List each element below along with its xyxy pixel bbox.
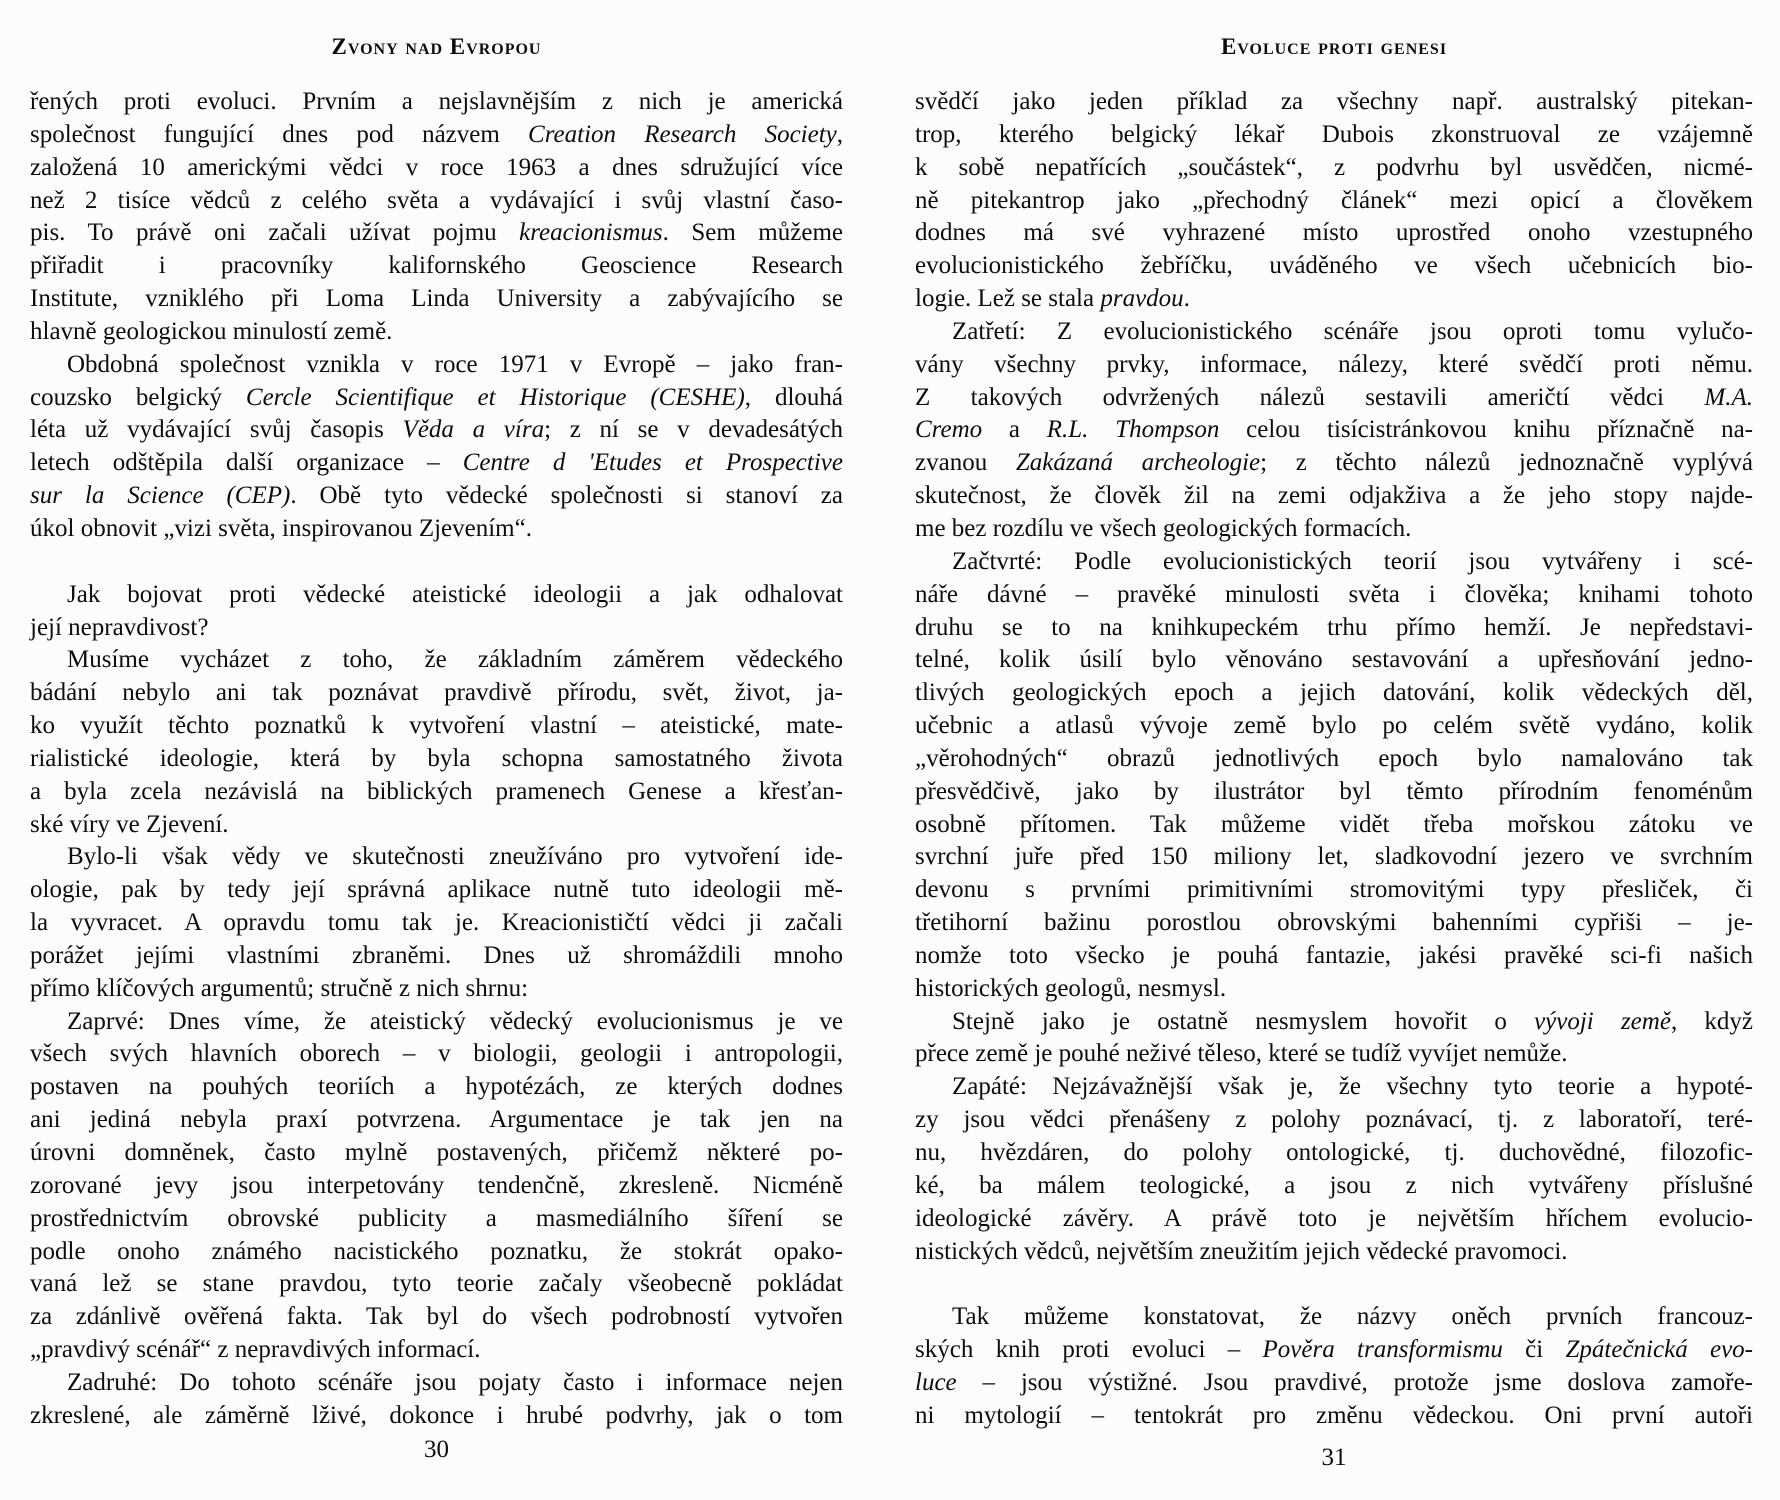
text-line — [915, 349, 1753, 382]
text-segment: za zdánlivě ověřená fakta. Tak byl do všech podrobností vytvořen — [30, 1303, 843, 1331]
text-segment: , když — [1670, 1007, 1753, 1035]
text-column-right — [915, 86, 1753, 1433]
text-segment: nu, hvězdáren, do polohy ontologické, tj. duchovědné, filozofic- — [915, 1139, 1753, 1166]
text-line — [30, 1071, 843, 1104]
text-line — [915, 677, 1753, 710]
text-line — [915, 250, 1753, 283]
text-segment: Musíme vycházet z toho, že základním záměrem vědeckého — [67, 646, 843, 674]
text-segment: tlivých geologických epoch a jejich datování, kolik vědeckých děl, — [915, 679, 1753, 707]
text-line — [915, 283, 1753, 316]
text-segment: než 2 tisíce vědců z celého světa a vydávající i svůj vlastní časo- — [30, 186, 843, 214]
text-segment: k sobě nepatřících „součástek“, z podvrhu byl usvědčen, nicmé- — [915, 153, 1753, 181]
text-line — [30, 1334, 843, 1367]
text-segment: – jsou výstižné. Jsou pravdivé, protože jsme doslova zamoře- — [956, 1368, 1753, 1396]
text-segment: Tak můžeme konstatovat, že názvy oněch prvních francouz- — [952, 1303, 1753, 1331]
text-segment: podle onoho známého nacistického poznatku, že stokrát opako- — [30, 1237, 843, 1265]
text-line — [30, 1038, 843, 1071]
page-number-right: 31 — [1321, 1444, 1347, 1471]
text-line — [30, 480, 843, 513]
italic-text-segment: sur la Science (CEP) — [30, 482, 291, 510]
text-segment: ologie, pak by tedy její správná aplikace nutně tuto ideologii mě- — [30, 876, 843, 904]
text-line — [30, 1170, 843, 1203]
text-line — [915, 382, 1753, 415]
text-segment: druhu se to na knihkupeckém trhu přímo hemží. Je nepředstavi- — [915, 613, 1753, 641]
text-segment: logie. Lež se stala — [915, 285, 1101, 313]
text-line — [915, 1301, 1753, 1334]
text-line — [30, 1400, 843, 1433]
text-line — [915, 447, 1753, 480]
text-line — [915, 152, 1753, 185]
text-line — [915, 1367, 1753, 1400]
text-segment: Z takových odvržených nálezů sestavili američtí vědci — [915, 383, 1705, 411]
italic-text-segment: Zakázaná archeologie — [1015, 449, 1261, 477]
text-segment: Zatřetí: Z evolucionistického scénáře jsou oproti tomu vylučo- — [952, 317, 1753, 345]
text-segment: ských knih proti evoluci – — [915, 1336, 1263, 1364]
text-segment: . Sem můžeme — [662, 219, 843, 247]
text-segment: . Obě tyto vědecké společnosti si stanoví za — [290, 482, 843, 510]
text-segment: postaven na pouhých teoriích a hypotézách, ze kterých dodnes — [30, 1073, 843, 1101]
blank-line — [30, 546, 843, 579]
text-segment: náře dávné – pravěké minulosti světa i člověka; knihami tohoto — [915, 580, 1753, 608]
italic-text-segment: Věda a víra — [402, 416, 545, 444]
text-line — [30, 776, 843, 809]
text-line — [915, 874, 1753, 907]
text-line — [915, 1104, 1753, 1137]
text-line — [915, 940, 1753, 973]
text-segment: nistických vědců, největším zneužitím jejich vědecké pravomoci. — [915, 1237, 1568, 1265]
text-segment: přesvědčivě, jako by ilustrátor byl těmto přírodním fenoménům — [915, 777, 1753, 805]
text-line — [30, 1006, 843, 1039]
text-line — [30, 1104, 843, 1137]
text-line — [915, 1038, 1753, 1071]
text-segment: její nepravdivost? — [30, 613, 209, 641]
text-line — [915, 841, 1753, 874]
text-segment: všech svých hlavních oborech – v biologii, geologii i antropologii, — [30, 1040, 843, 1068]
text-line — [30, 86, 843, 119]
text-segment: ; z těchto nálezů jednoznačně vyplývá — [1260, 449, 1753, 477]
text-line — [30, 809, 843, 842]
blank-line — [915, 1268, 1753, 1301]
text-line — [30, 1367, 843, 1400]
text-line — [915, 1236, 1753, 1269]
text-column-left — [30, 86, 843, 1433]
text-segment: zy jsou vědci přenášeny z polohy poznávací, tj. z laboratoří, teré- — [915, 1106, 1753, 1134]
text-segment: ko využít těchto poznatků k vytvoření vlastní – ateistické, mate- — [30, 712, 843, 740]
text-line — [915, 86, 1753, 119]
text-line — [30, 185, 843, 218]
text-line — [915, 743, 1753, 776]
text-segment: ké, ba málem teologické, a jsou z nich vytvářeny příslušné — [915, 1171, 1753, 1199]
text-segment: celou tisícistránkovou knihu příznačně na- — [1219, 416, 1753, 444]
text-segment: ně pitekantrop jako „přechodný článek“ mezi opicí a člověkem — [915, 186, 1753, 214]
text-line — [30, 1268, 843, 1301]
text-segment: Zapáté: Nejzávažnější však je, že všechny tyto teorie a hypoté- — [952, 1073, 1753, 1101]
running-header-right: Evoluce proti genesi — [1220, 34, 1448, 59]
text-segment: zorované jevy jsou interpetovány tendenčně, zkresleně. Nicméně — [30, 1171, 843, 1199]
text-line — [30, 579, 843, 612]
text-segment: osobně přítomen. Tak můžeme vidět třeba mořskou zátoku ve — [915, 810, 1753, 838]
text-line — [30, 119, 843, 152]
italic-text-segment: R.L. Thompson — [1046, 416, 1220, 444]
text-segment: couzsko belgický — [30, 383, 246, 411]
text-segment: nomže toto všecko je pouhá fantazie, jakési pravěké sci-fi našich — [915, 941, 1753, 969]
text-line — [915, 776, 1753, 809]
text-line — [30, 644, 843, 677]
text-line — [915, 1137, 1753, 1170]
text-segment: Institute, vzniklého při Loma Linda University a zabývajícího se — [30, 285, 843, 313]
page-number-left: 30 — [424, 1436, 449, 1463]
text-segment: svrchní juře před 150 miliony let, sladkovodní jezero ve svrchním — [915, 843, 1753, 871]
text-segment: skutečnost, že člověk žil na zemi odjakživa a že jeho stopy najde- — [915, 482, 1753, 510]
text-segment: řených proti evoluci. Prvním a nejslavnějším z nich je americká — [30, 88, 843, 115]
text-line — [30, 349, 843, 382]
text-line — [30, 283, 843, 316]
text-line — [915, 217, 1753, 250]
text-segment: „věrohodných“ obrazů jednotlivých epoch bylo namalováno tak — [915, 744, 1753, 772]
text-line — [30, 907, 843, 940]
text-segment: ; z ní se v devadesátých — [544, 416, 844, 444]
text-line — [30, 940, 843, 973]
text-segment: a — [982, 416, 1047, 444]
text-segment: přímo klíčových argumentů; stručně z nich shrnu: — [30, 974, 529, 1002]
text-line — [915, 907, 1753, 940]
text-line — [30, 1301, 843, 1334]
text-line — [30, 382, 843, 415]
text-segment: vaná lež se stane pravdou, tyto teorie začaly všeobecně pokládat — [30, 1270, 843, 1298]
text-line — [915, 809, 1753, 842]
text-segment: přiřadit i pracovníky kalifornského Geoscience Research — [30, 252, 843, 280]
text-segment: svědčí jako jeden příklad za všechny např. australský pitekan- — [915, 88, 1753, 115]
text-segment: „pravdivý scénář“ z nepravdivých informací. — [30, 1336, 481, 1364]
text-line — [30, 710, 843, 743]
text-line — [30, 250, 843, 283]
text-segment: ani jediná nebyla praxí potvrzena. Argumentace je tak jen na — [30, 1106, 843, 1134]
text-line — [30, 1236, 843, 1269]
text-segment: bádání nebylo ani tak poznávat pravdivě přírodu, svět, život, ja- — [30, 679, 843, 707]
text-segment: , — [836, 120, 843, 148]
text-line — [30, 874, 843, 907]
text-segment: Začtvrté: Podle evolucionistických teorií jsou vytvářeny i scé- — [952, 547, 1753, 575]
text-segment: la vyvracet. A opravdu tomu tak je. Kreacionističtí vědci ji začali — [30, 909, 843, 937]
text-line — [30, 677, 843, 710]
text-line — [30, 513, 843, 546]
italic-text-segment: Centre d 'Etudes et Prospective — [462, 449, 843, 477]
text-segment: telné, kolik úsilí bylo věnováno sestavování a upřesňování jedno- — [915, 646, 1753, 674]
text-line — [915, 612, 1753, 645]
text-segment: dodnes má své vyhrazené místo uprostřed onoho vzestupného — [915, 219, 1753, 247]
text-segment: a byla zcela nezávislá na biblických pramenech Genese a křesťan- — [30, 777, 843, 805]
text-segment: prostřednictvím obrovské publicity a masmediálního šíření se — [30, 1204, 843, 1232]
text-segment: založená 10 americkými vědci v roce 1963 a dnes sdružující více — [30, 153, 843, 181]
text-line — [915, 1400, 1753, 1433]
text-segment: třetihorní bažinu porostlou obrovskými bahenními cypřiši – je- — [915, 909, 1753, 937]
text-segment: ské víry ve Zjevení. — [30, 810, 229, 838]
text-segment: zkreslené, ale záměrně lživé, dokonce i hrubé podvrhy, jak o tom — [30, 1401, 843, 1429]
text-line — [915, 1203, 1753, 1236]
text-segment: Zadruhé: Do tohoto scénáře jsou pojaty často i informace nejen — [67, 1368, 843, 1396]
text-segment: hlavně geologickou minulostí země. — [30, 317, 393, 345]
running-header-left: Zvony nad Evropou — [331, 34, 542, 59]
text-line — [915, 185, 1753, 218]
text-segment: Zaprvé: Dnes víme, že ateistický vědecký evolucionismus je ve — [67, 1007, 843, 1035]
text-segment: učebnic a atlasů vývoje země bylo po celém světě vydáno, kolik — [915, 712, 1753, 740]
italic-text-segment: Cercle Scientifique et Historique (CESHE) — [245, 383, 745, 411]
text-line — [30, 743, 843, 776]
text-line — [915, 1334, 1753, 1367]
text-segment: či — [1502, 1336, 1566, 1364]
text-segment: úrovni domněnek, často mylně postavených, přičemž některé po- — [30, 1139, 843, 1166]
text-segment: trop, kterého belgický lékař Dubois zkonstruoval ze vzájemně — [915, 120, 1753, 148]
text-line — [915, 316, 1753, 349]
text-segment: , dlouhá — [744, 383, 844, 411]
italic-text-segment: luce — [915, 1368, 957, 1396]
text-segment: Jak bojovat proti vědecké ateistické ideologii a jak odhalovat — [67, 580, 843, 608]
text-segment: devonu s prvními primitivními stromovitými typy přesliček, či — [915, 876, 1753, 904]
text-segment: me bez rozdílu ve všech geologických formacích. — [915, 514, 1412, 542]
text-segment: rialistické ideologie, která by byla schopna samostatného života — [30, 744, 843, 772]
text-line — [915, 644, 1753, 677]
text-segment: společnost fungující dnes pod názvem — [30, 120, 529, 148]
italic-text-segment: Creation Research Society — [528, 120, 837, 148]
text-segment: porážet jejími vlastními zbraněmi. Dnes už shromáždili mnoho — [30, 941, 843, 969]
text-segment: letech odštěpila další organizace – — [30, 449, 463, 477]
italic-text-segment: Pověra transformismu — [1262, 1336, 1503, 1364]
text-line — [30, 217, 843, 250]
text-segment: Stejně jako je ostatně nesmyslem hovořit o — [952, 1007, 1535, 1035]
text-segment: léta už vydávající svůj časopis — [30, 416, 403, 444]
text-line — [30, 841, 843, 874]
text-line — [30, 1203, 843, 1236]
text-segment: evolucionistického žebříčku, uváděného ve všech učebnicích bio- — [915, 252, 1753, 280]
text-segment: ideologické závěry. A právě toto je největším hříchem evolucio- — [915, 1204, 1753, 1232]
italic-text-segment: M.A. — [1704, 383, 1753, 411]
text-segment: vány všechny prvky, informace, nálezy, které svědčí proti němu. — [915, 350, 1753, 378]
text-line — [915, 1071, 1753, 1104]
italic-text-segment: vývoji země — [1534, 1007, 1671, 1035]
text-segment: úkol obnovit „vizi světa, inspirovanou Zjevením“. — [30, 514, 532, 542]
text-segment: Obdobná společnost vznikla v roce 1971 v Evropě – jako fran- — [67, 350, 843, 378]
text-segment: ni mytologií – tentokrát pro změnu vědeckou. Oni první autoři — [915, 1401, 1753, 1429]
text-line — [30, 447, 843, 480]
text-line — [915, 973, 1753, 1006]
text-line — [30, 612, 843, 645]
text-segment: pis. To právě oni začali užívat pojmu — [30, 219, 520, 247]
text-segment: historických geologů, nesmysl. — [915, 974, 1227, 1002]
italic-text-segment: Cremo — [915, 416, 983, 444]
text-line — [915, 710, 1753, 743]
text-segment: zvanou — [915, 449, 1016, 477]
text-line — [30, 1137, 843, 1170]
text-line — [915, 513, 1753, 546]
text-line — [915, 546, 1753, 579]
italic-text-segment: kreacionismus — [519, 219, 663, 247]
text-segment: Bylo-li však vědy ve skutečnosti zneužíváno pro vytvoření ide- — [67, 843, 843, 871]
text-line — [915, 414, 1753, 447]
text-line — [30, 316, 843, 349]
text-line — [915, 579, 1753, 612]
text-line — [915, 119, 1753, 152]
italic-text-segment: pravdou — [1100, 285, 1184, 313]
text-segment: . — [1183, 285, 1190, 313]
text-line — [915, 1170, 1753, 1203]
italic-text-segment: Zpátečnická evo- — [1565, 1336, 1754, 1364]
text-line — [30, 973, 843, 1006]
text-line — [30, 414, 843, 447]
text-line — [30, 152, 843, 185]
text-line — [915, 480, 1753, 513]
text-segment: přece země je pouhé neživé těleso, které se tudíž vyvíjet nemůže. — [915, 1040, 1568, 1068]
text-line — [915, 1006, 1753, 1039]
